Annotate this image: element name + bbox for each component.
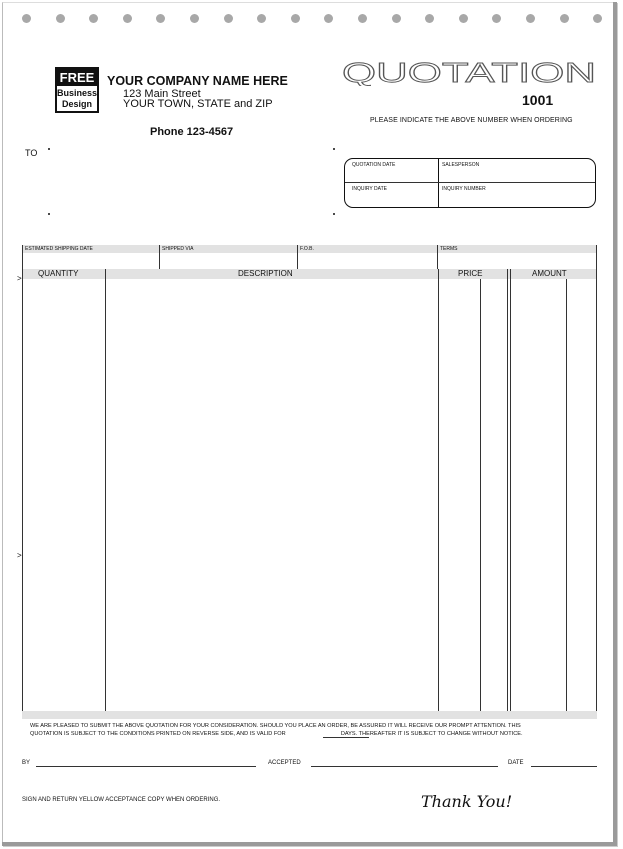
quotation-number: 1001: [522, 92, 554, 108]
accepted-signature-line[interactable]: [311, 766, 498, 767]
shipping-header-bar: [22, 245, 597, 253]
amount-header: AMOUNT: [532, 269, 567, 278]
company-phone: Phone 123-4567: [150, 126, 234, 138]
price-header: PRICE: [458, 269, 483, 278]
company-name: YOUR COMPANY NAME HERE: [107, 74, 288, 88]
logo-free-text: FREE: [57, 69, 97, 86]
punch-hole: [123, 14, 132, 23]
salesperson-label: SALESPERSON: [442, 162, 480, 168]
sign-return-note: SIGN AND RETURN YELLOW ACCEPTANCE COPY WHEN ORDERING.: [22, 797, 221, 803]
by-signature-line[interactable]: [36, 766, 256, 767]
punch-hole: [291, 14, 300, 23]
alignment-arrow: >: [17, 274, 22, 283]
address-dot: [333, 148, 335, 150]
terms-text-line1: WE ARE PLEASED TO SUBMIT THE ABOVE QUOTATION FOR YOUR CONSIDERATION. SHOULD YOU PLACE AN ORDER, BE ASSURED IT WILL RECEIVE OUR PROMPT ATTENTION. THIS: [30, 723, 521, 729]
quotation-date-label: QUOTATION DATE: [352, 162, 396, 168]
number-note: PLEASE INDICATE THE ABOVE NUMBER WHEN ORDERING: [370, 117, 573, 124]
logo-business-design-text: Business Design: [57, 88, 98, 109]
company-city: YOUR TOWN, STATE and ZIP: [123, 98, 273, 110]
punch-hole: [358, 14, 367, 23]
inquiry-date-label: INQUIRY DATE: [352, 186, 388, 192]
thank-you-text: Thank You!: [421, 792, 513, 811]
quotation-info-box: [344, 158, 596, 208]
shipped-via-label: SHIPPED VIA: [162, 246, 194, 252]
quotation-title: [340, 58, 598, 86]
punch-hole: [22, 14, 31, 23]
punch-hole: [224, 14, 233, 23]
quotation-title-text: QUOTATION: [342, 58, 596, 86]
by-label: BY: [22, 760, 31, 766]
days-valid-field[interactable]: [323, 737, 369, 738]
fob-label: F.O.B.: [300, 246, 314, 252]
estimated-shipping-date-label: ESTIMATED SHIPPING DATE: [25, 246, 93, 252]
accepted-label: ACCEPTED: [268, 760, 301, 766]
terms-text-line2: QUOTATION IS SUBJECT TO THE CONDITIONS PRINTED ON REVERSE SIDE, AND IS VALID FOR DAYS. THEREAFTER IT IS SUBJECT TO CHANGE WITHOUT NOTICE.: [30, 731, 523, 737]
inquiry-number-label: INQUIRY NUMBER: [442, 186, 486, 192]
punch-hole: [459, 14, 468, 23]
logo: [55, 67, 99, 113]
terms-label: TERMS: [440, 246, 458, 252]
quantity-header: QUANTITY: [38, 269, 79, 278]
punch-hole: [560, 14, 569, 23]
terms-bar: [22, 711, 597, 719]
punch-hole: [392, 14, 401, 23]
to-label: TO: [25, 148, 38, 158]
date-label: DATE: [508, 760, 524, 766]
address-dot: [48, 148, 50, 150]
punch-hole: [190, 14, 199, 23]
date-line[interactable]: [531, 766, 597, 767]
company-street: 123 Main Street: [123, 88, 201, 100]
alignment-arrow: >: [17, 551, 22, 560]
punch-hole: [56, 14, 65, 23]
punch-hole: [526, 14, 535, 23]
address-dot: [333, 213, 335, 215]
description-header: DESCRIPTION: [238, 269, 293, 278]
address-dot: [48, 213, 50, 215]
